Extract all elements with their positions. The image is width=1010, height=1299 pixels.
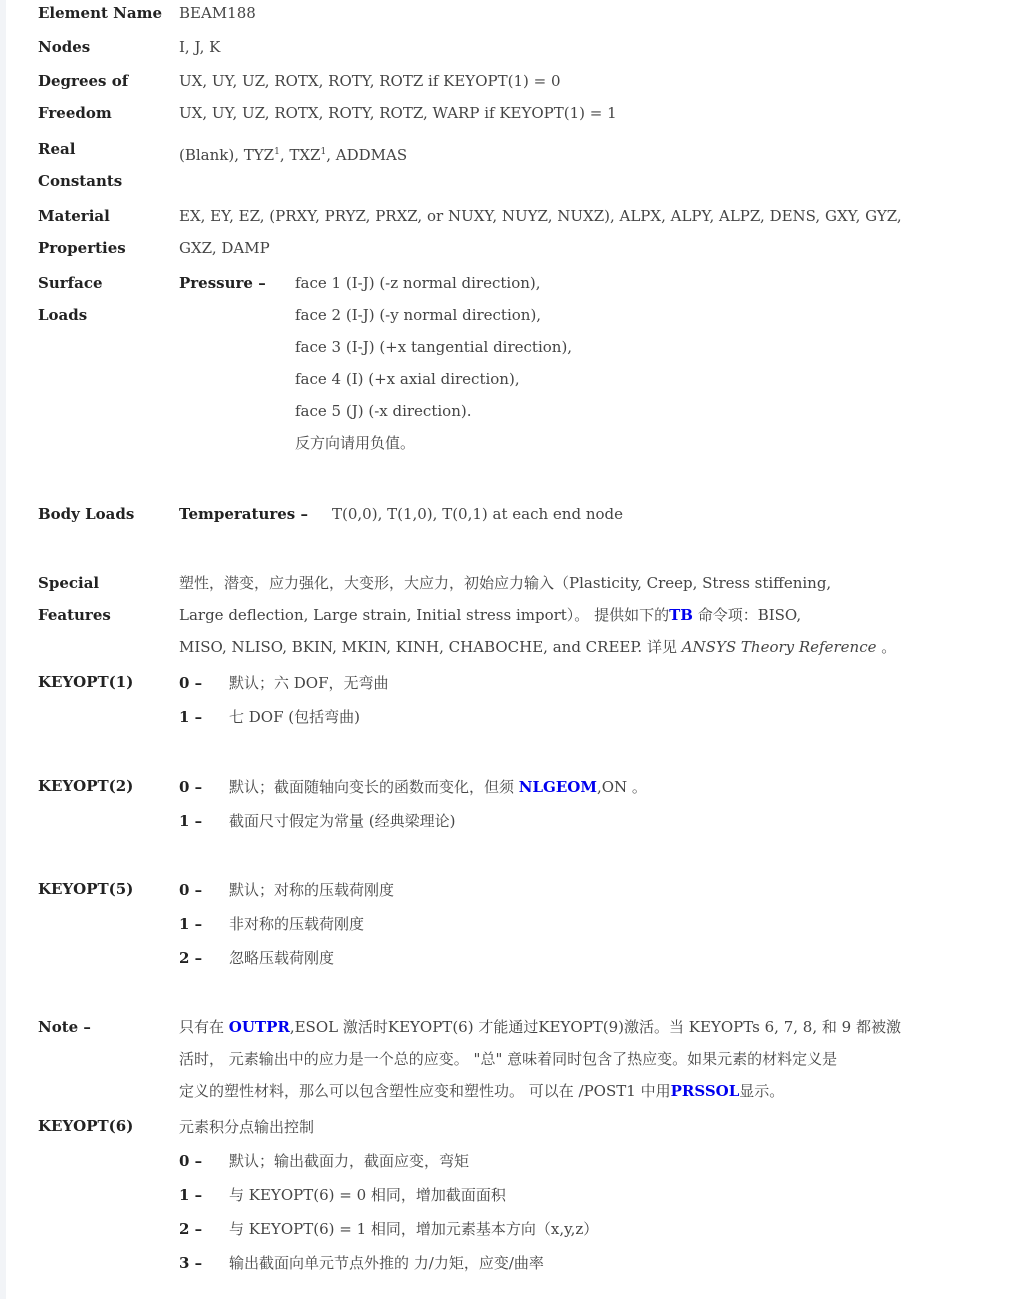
keyopt5-option-0: 0 – 默认；对称的压载荷刚度: [179, 881, 395, 899]
note-line-3: 定义的塑性材料，那么可以包含塑性应变和塑性功。 可以在 /POST1 中用PRSSOL显示。: [179, 1082, 785, 1100]
outpr-link[interactable]: OUTPR: [228, 1018, 290, 1036]
label-nodes: Nodes: [38, 38, 91, 56]
label-real-constants: [38, 133, 168, 197]
keyopt2-option-1: 1 – 截面尺寸假定为常量 (经典梁理论): [179, 812, 456, 830]
value-dof-1: UX, UY, UZ, ROTX, ROTY, ROTZ if KEYOPT(1) = 0: [179, 72, 561, 90]
label-keyopt5: KEYOPT(5): [38, 880, 134, 898]
value-dof-2: UX, UY, UZ, ROTX, ROTY, ROTZ, WARP if KEYOPT(1) = 1: [179, 104, 617, 122]
value-nodes: I, J, K: [179, 38, 221, 56]
tb-link[interactable]: TB: [669, 606, 693, 624]
label-real-1: Real: [38, 140, 76, 158]
label-element-name: Element Name: [38, 4, 162, 22]
label-surface-2: Loads: [38, 306, 88, 324]
temperatures-value: T(0,0), T(1,0), T(0,1) at each end node: [332, 505, 623, 523]
label-special-1: Special: [38, 574, 100, 592]
note-line-2: 活时， 元素输出中的应力是一个总的应变。 "总" 意味着同时包含了热应变。如果元素的材料定义是: [179, 1050, 838, 1068]
keyopt5-option-2: 2 – 忽略压载荷刚度: [179, 949, 335, 967]
special-line-1: 塑性，潜变，应力强化，大变形，大应力，初始应力输入（Plasticity, Creep, Stress stiffening,: [179, 574, 832, 592]
special-line-2: Large deflection, Large strain, Initial stress import）。 提供如下的TB 命令项：BISO,: [179, 606, 802, 624]
keyopt6-option-0: 0 – 默认；输出截面力，截面应变，弯矩: [179, 1152, 470, 1170]
nlgeom-link[interactable]: NLGEOM: [518, 778, 597, 796]
face-5: face 5 (J) (-x direction).: [295, 402, 472, 420]
keyopt5-option-1: 1 – 非对称的压载荷刚度: [179, 915, 365, 933]
temperatures-key: Temperatures –: [179, 505, 308, 523]
keyopt6-option-3: 3 – 输出截面向单元节点外推的 力/力矩，应变/曲率: [179, 1254, 544, 1272]
keyopt1-option-0: 0 – 默认；六 DOF，无弯曲: [179, 674, 389, 692]
face-2: face 2 (I-J) (-y normal direction),: [295, 306, 542, 324]
label-dof-2: Freedom: [38, 104, 112, 122]
pressure-key: Pressure –: [179, 274, 266, 292]
face-3: face 3 (I-J) (+x tangential direction),: [295, 338, 573, 356]
label-note: Note –: [38, 1018, 91, 1036]
label-surface-loads: [38, 267, 168, 331]
value-material-2: GXZ, DAMP: [179, 239, 270, 257]
label-special-features: [38, 567, 168, 631]
note-line-1: 只有在 OUTPR,ESOL 激活时KEYOPT(6) 才能通过KEYOPT(9)激活。当 KEYOPTs 6, 7, 8, 和 9 都被激: [179, 1018, 901, 1036]
value-material-1: EX, EY, EZ, (PRXY, PRYZ, PRXZ, or NUXY, NUYZ, NUXZ), ALPX, ALPY, ALPZ, DENS, GXY, GYZ,: [179, 207, 902, 225]
label-real-2: Constants: [38, 172, 123, 190]
label-material-1: Material: [38, 207, 110, 225]
keyopt1-option-1: 1 – 七 DOF (包括弯曲): [179, 708, 360, 726]
left-margin-bar: [0, 0, 6, 1299]
label-keyopt1: KEYOPT(1): [38, 673, 134, 691]
value-real-constants: (Blank), TYZ$^1$, TXZ$^1$, ADDMAS: [179, 146, 408, 164]
keyopt6-option-1: 1 – 与 KEYOPT(6) = 0 相同，增加截面面积: [179, 1186, 506, 1204]
label-keyopt6: KEYOPT(6): [38, 1117, 134, 1135]
label-surface-1: Surface: [38, 274, 103, 292]
label-keyopt2: KEYOPT(2): [38, 777, 134, 795]
theory-reference: ANSYS Theory Reference: [681, 638, 877, 656]
face-4: face 4 (I) (+x axial direction),: [295, 370, 520, 388]
label-dof: [38, 65, 168, 129]
special-line-3: MISO, NLISO, BKIN, MKIN, KINH, CHABOCHE, and CREEP. 详见 ANSYS Theory Reference 。: [179, 638, 897, 656]
prssol-link[interactable]: PRSSOL: [670, 1082, 740, 1100]
keyopt6-intro: 元素积分点输出控制: [179, 1118, 315, 1136]
label-body-loads: Body Loads: [38, 505, 135, 523]
keyopt2-option-0: 0 – 默认；截面随轴向变长的函数而变化，但须 NLGEOM,ON 。: [179, 778, 647, 796]
value-element-name: BEAM188: [179, 4, 256, 22]
face-1: face 1 (I-J) (-z normal direction),: [295, 274, 541, 292]
keyopt6-option-2: 2 – 与 KEYOPT(6) = 1 相同，增加元素基本方向（x,y,z）: [179, 1220, 599, 1238]
label-material: [38, 200, 168, 264]
label-special-2: Features: [38, 606, 111, 624]
pressure-note: 反方向请用负值。: [295, 434, 416, 452]
label-material-2: Properties: [38, 239, 126, 257]
label-dof-1: Degrees of: [38, 72, 129, 90]
